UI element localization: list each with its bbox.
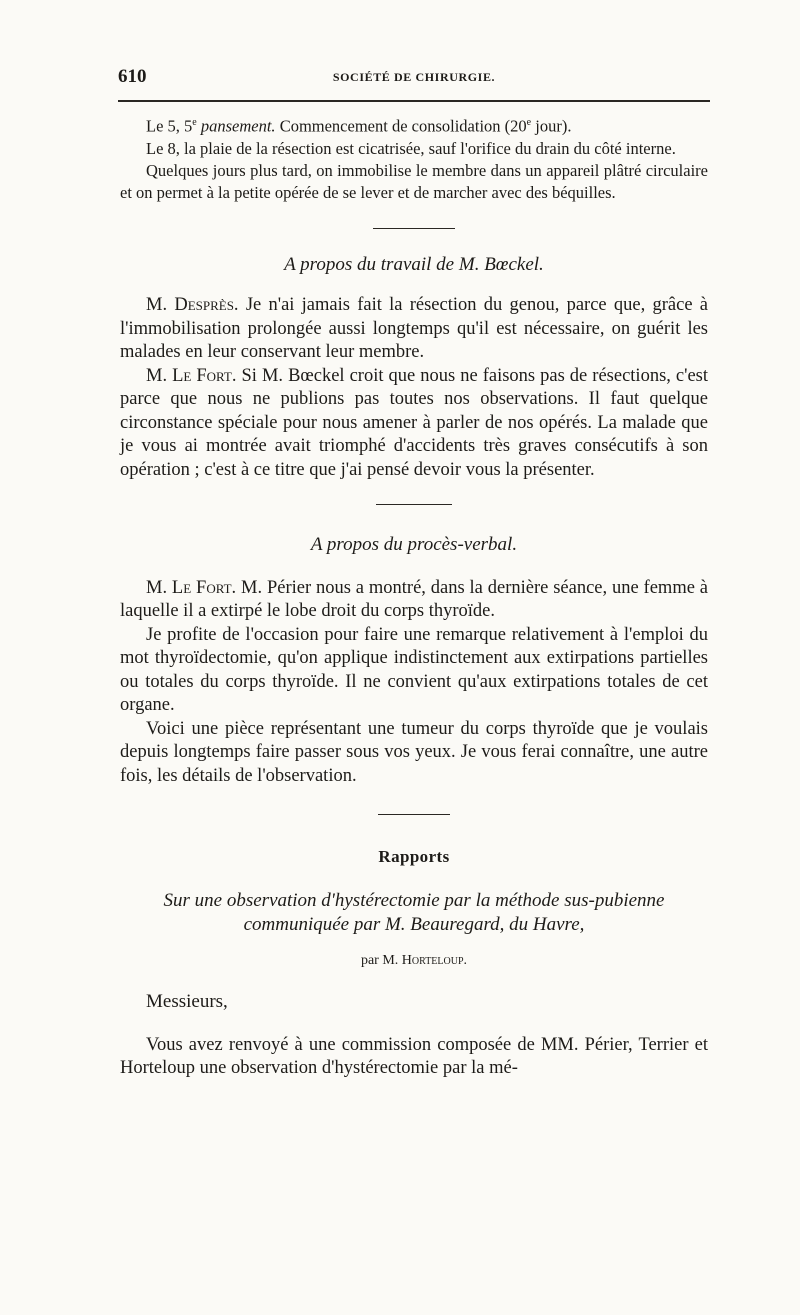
report-byline: par M. Horteloup. bbox=[360, 952, 468, 968]
page-number: 610 bbox=[118, 66, 147, 87]
report-subtitle bbox=[120, 889, 708, 937]
header-rule bbox=[118, 100, 710, 102]
intro-paragraph-1: Le 5, 5e pansement. Commencement de consolidation (20e jour). bbox=[146, 116, 572, 136]
paragraph-piece: Voici une pièce représentant une tumeur du corps thyroïde que je voulais depuis longtemps faire passer sous vos yeux. Je vous ferai connaître, une autre fois, les détails de l'observation. bbox=[120, 718, 708, 786]
paragraph-commission: Vous avez renvoyé à une commission composée de MM. Périer, Terrier et Horteloup une observation d'hystérectomie par la mé- bbox=[120, 1034, 708, 1078]
paragraph-despres: M. Desprès. Je n'ai jamais fait la résection du genou, parce que, grâce à l'immobilisation prolongée aussi longtemps qu'il est nécessaire, on guérit les malades en leur conservant leur membre. bbox=[120, 295, 708, 362]
section-proces-verbal-body bbox=[120, 577, 708, 789]
section-boeckel-body bbox=[120, 294, 708, 482]
rapports-heading: Rapports bbox=[378, 847, 450, 866]
intro-paragraph-2: Le 8, la plaie de la résection est cicatrisée, sauf l'orifice du drain du côté interne. bbox=[146, 138, 676, 158]
section-separator bbox=[378, 814, 450, 815]
paragraph-thyroidectomie: Je profite de l'occasion pour faire une remarque relativement à l'emploi du mot thyroïdectomie, qu'on applique indistinctement aux extirpations partielles ou totales du corps thyroïde. Il ne convient qu'aux extirpations totales de cet organe. bbox=[120, 624, 708, 715]
section-title-proces-verbal: A propos du procès-verbal. bbox=[310, 534, 518, 555]
section-separator bbox=[373, 228, 455, 229]
greeting: Messieurs, bbox=[146, 991, 228, 1012]
section-title-boeckel: A propos du travail de M. Bœckel. bbox=[284, 253, 544, 275]
section-separator bbox=[376, 504, 452, 505]
running-title: SOCIÉTÉ DE CHIRURGIE. bbox=[332, 70, 496, 84]
intro-paragraph-3: Quelques jours plus tard, on immobilise le membre dans un appareil plâtré circulaire et on permet à la petite opérée de se lever et de marcher avec des béquilles. bbox=[120, 160, 708, 202]
paragraph-le-fort-1: M. Le Fort. Si M. Bœckel croit que nous ne faisons pas de résections, c'est parce que nous ne publions pas toutes nos observations. Il faut quelque circonstance spéciale pour nous amener à parler de nos opérés. La malade que je vous ai montrée avait triomphé d'accidents très graves consécutifs à son opération ; c'est à ce titre que j'ai pensé devoir vous la présenter. bbox=[120, 365, 709, 480]
report-subtitle-line-1: Sur une observation d'hystérectomie par la méthode sus-pubienne bbox=[163, 889, 665, 911]
intro-block bbox=[120, 112, 708, 204]
report-subtitle-line-2: communiquée par M. Beauregard, du Havre, bbox=[243, 913, 585, 935]
page-body bbox=[120, 112, 708, 1081]
paragraph-le-fort-2: M. Le Fort. M. Périer nous a montré, dans la dernière séance, une femme à laquelle il a extirpé le lobe droit du corps thyroïde. bbox=[120, 577, 708, 621]
page-header bbox=[118, 66, 710, 96]
